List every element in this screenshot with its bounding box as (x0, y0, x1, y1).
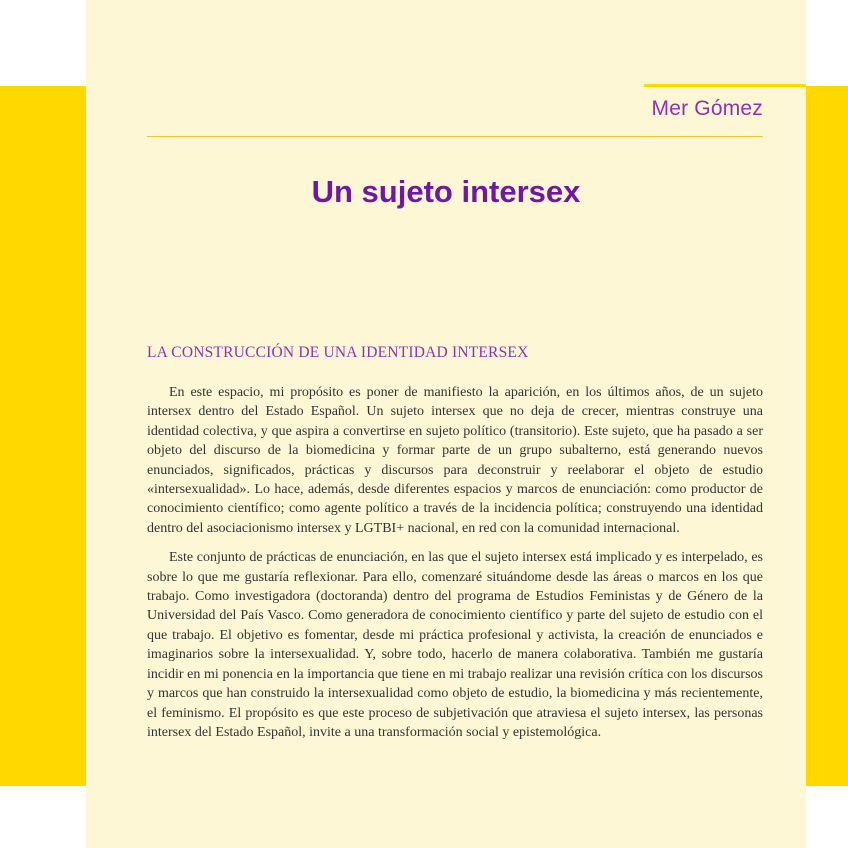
document-page (86, 0, 806, 848)
header-accent-rule (644, 84, 806, 87)
header-divider (147, 136, 763, 137)
author-name: Mer Gómez (651, 97, 763, 120)
paragraph-1: En este espacio, mi propósito es poner de manifiesto la aparición, en los últimos años, de un sujeto intersex dentro del Estado Español. Un sujeto intersex que no deja de crecer, mientras construye una identidad colectiva, y que aspira a convertirse en sujeto político (transitorio). Este sujeto, que ha pasado a ser objeto del discurso de la biomedicina y formar parte de un grupo subalterno, está generando nuevos enunciados, significados, prácticas y discursos para deconstruir y reelaborar el objeto de estudio «intersexualidad». Lo hace, además, desde diferentes espacios y marcos de enunciación: como productor de conocimiento científico; como agente político a través de la incidencia política; construyendo una identidad dentro del asociacionismo intersex y LGTBI+ nacional, en red con la comunidad internacional. (147, 385, 763, 536)
article-title: Un sujeto intersex (311, 174, 581, 209)
paragraph-2: Este conjunto de prácticas de enunciación, en las que el sujeto intersex está implicado y es interpelado, es sobre lo que me gustaría reflexionar. Para ello, comenzaré situándome desde las áreas o marcos en los que trabajo. Como investigadora (doctoranda) dentro del programa de Estudios Feministas y de Género de la Universidad del País Vasco. Como generadora de conocimiento científico y parte del sujeto de estudio con el que trabajo. El objetivo es fomentar, desde mi práctica profesional y activista, la creación de enunciados e imaginarios sobre la intersexualidad. Y, sobre todo, hacerlo de manera colaborativa. También me gustaría incidir en mi ponencia en la importancia que tiene en mi trabajo realizar una revisión crítica con los discursos y marcos que han construido la intersexualidad como objeto de estudio, la biomedicina y más recientemente, el feminismo. El propósito es que este proceso de subjetivación que atraviesa el sujeto intersex, las personas intersex del Estado Español, invite a una transformación social y epistemológica. (147, 550, 763, 740)
article-body (147, 383, 763, 752)
right-yellow-band (806, 86, 848, 786)
section-heading: LA CONSTRUCCIÓN DE UNA IDENTIDAD INTERSEX (147, 344, 529, 361)
left-yellow-band (0, 86, 86, 786)
